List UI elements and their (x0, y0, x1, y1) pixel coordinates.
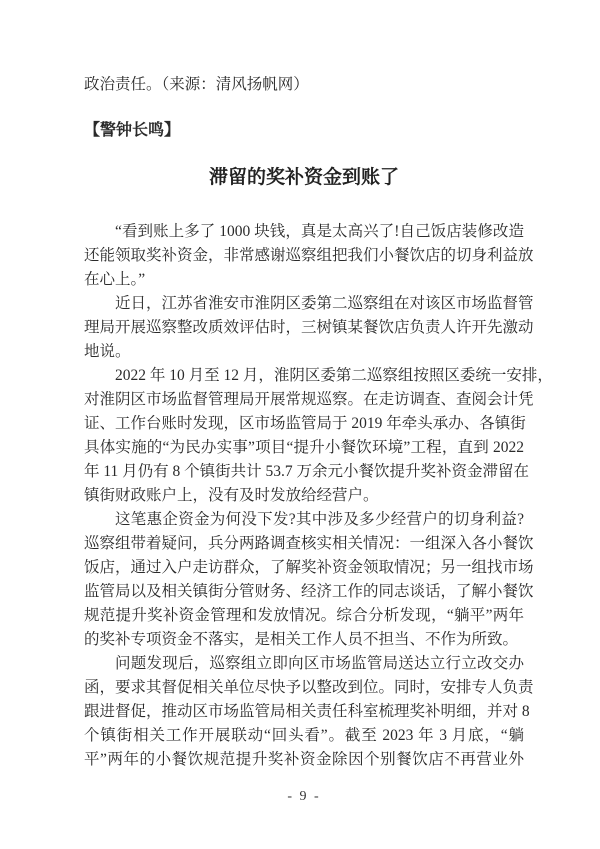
body-line: 的奖补专项资金不落实，是相关工作人员不担当、不作为所致。 (84, 631, 519, 648)
body-line: 巡察组带着疑问，兵分两路调查核实相关情况：一组深入各小餐饮 (84, 535, 534, 552)
body-line: 理局开展巡察整改质效评估时，三树镇某餐饮店负责人许开先激动 (84, 319, 534, 336)
body-line: 个镇街相关工作开展联动“回头看”。截至 2023 年 3 月底，“躺 (84, 727, 524, 744)
body-line: 证、工作台账时发现，区市场监管局于 2019 年牵头承办、各镇街 (84, 415, 526, 432)
body-line: 这笔惠企资金为何没下发?其中涉及多少经营户的切身利益? (115, 511, 524, 528)
body-line: 跟进督促，推动区市场监管局相关责任科室梳理奖补明细，并对 8 (84, 703, 530, 720)
body-line: 近日，江苏省淮安市淮阴区委第二巡察组在对该区市场监督管 (115, 295, 534, 312)
article-body (84, 220, 553, 772)
body-line: 还能领取奖补资金，非常感谢巡察组把我们小餐饮店的切身利益放 (84, 247, 534, 264)
body-line: 2022 年 10 月至 12 月，淮阴区委第二巡察组按照区委统一安排， (115, 367, 553, 384)
body-line: 镇街财政账户上，没有及时发放给经营户。 (84, 487, 379, 504)
body-line: 规范提升奖补资金管理和发放情况。综合分析发现，“躺平”两年 (84, 607, 524, 624)
body-line: “看到账上多了 1000 块钱，真是太高兴了!自己饭店装修改造 (115, 223, 524, 240)
body-line: 问题发现后，巡察组立即向区市场监管局送达立行立改交办 (115, 655, 524, 672)
section-header: 【警钟长鸣】 (84, 122, 181, 139)
body-line: 具体实施的“为民办实事”项目“提升小餐饮环境”工程，直到 2022 (84, 439, 524, 456)
article-title: 滞留的奖补资金到账了 (208, 167, 399, 188)
body-line: 在心上。” (84, 271, 146, 288)
page-footer (84, 787, 524, 807)
body-line: 饭店，通过入户走访群众，了解奖补资金领取情况；另一组找市场 (84, 559, 534, 576)
page-number: - 9 - (287, 789, 321, 804)
continuation-text: 政治责任。（来源：清风扬帆网） (84, 76, 309, 93)
body-line: 函，要求其督促相关单位尽快予以整改到位。同时，安排专人负责 (84, 679, 534, 696)
body-line: 监管局以及相关镇街分管财务、经济工作的同志谈话，了解小餐饮 (84, 583, 534, 600)
body-line: 对淮阴区市场监督管理局开展常规巡察。在走访调查、查阅会计凭 (84, 391, 534, 408)
body-line: 地说。 (84, 343, 131, 360)
body-line: 平”两年的小餐饮规范提升奖补资金除因个别餐饮店不再营业外 (84, 751, 524, 768)
body-line: 年 11 月仍有 8 个镇街共计 53.7 万余元小餐饮提升奖补资金滞留在 (84, 463, 530, 480)
